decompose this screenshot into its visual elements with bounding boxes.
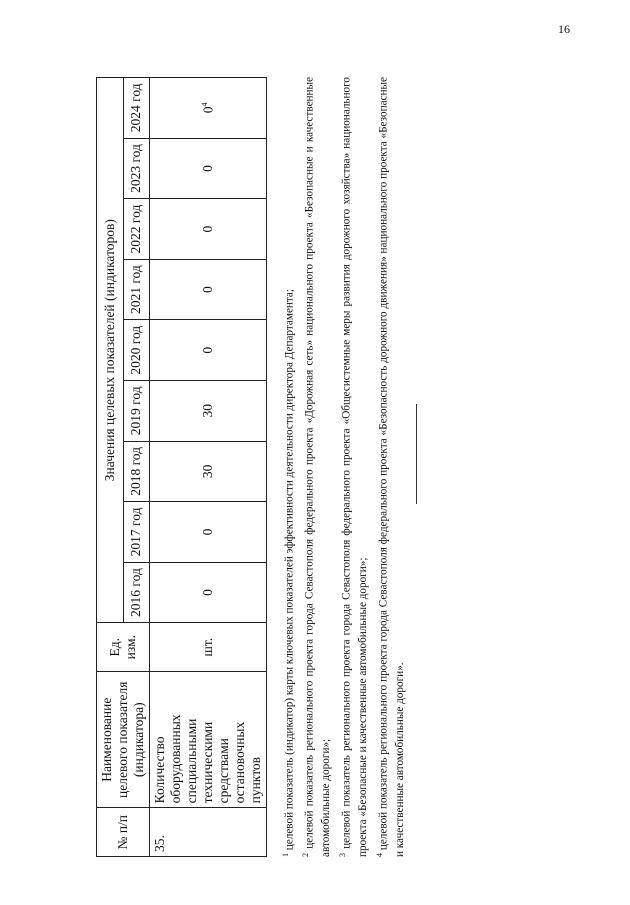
footnote: $^4$ целевой показатель регионального проекта города Севастополя федерального проекта «Безопасность дорожного движения» национального проекта «Безопасные и качественные автомобильные дороги». [374,77,406,857]
value-cell: 0 [150,138,267,199]
footnote: $^1$ целевой показатель (индикатор) карты ключевых показателей эффективности деятельности директора Департамента; [281,289,296,857]
value-cell: $0^4$ [150,78,267,139]
row-num: 35. [150,808,267,857]
value-cell: 0 [150,259,267,320]
header-year: 2018 год [123,441,150,502]
header-year: 2019 год [123,381,150,442]
value-cell: 30 [150,441,267,502]
header-values-group: Значения целевых показателей (индикаторов) [97,78,124,623]
value-cell: 0 [150,320,267,381]
header-year: 2023 год [123,138,150,199]
page-number: 16 [558,22,570,36]
value-cell: 0 [150,562,267,623]
header-num: № п/п [97,808,150,857]
header-row-1 [97,78,124,857]
row-name: Количество оборудованных специальными техническими средствами остановочных пунктов [150,672,267,808]
header-year: 2017 год [123,502,150,563]
rotated-content [96,77,476,857]
header-year: 2020 год [123,320,150,381]
header-unit: Ед. изм. [97,623,150,672]
divider-line [416,404,417,504]
header-year: 2024 год [123,78,150,139]
value-cell: 30 [150,381,267,442]
header-year: 2021 год [123,259,150,320]
footnote: $^2$ целевой показатель регионального проекта города Севастополя федерального проекта «Дорожная сеть» национального проекта «Безопасные и качественные автомобильные дороги»; [301,77,333,857]
header-year: 2016 год [123,562,150,623]
header-year: 2022 год [123,199,150,260]
footnotes [278,77,408,857]
row-unit: шт. [150,623,267,672]
indicator-table [96,77,267,857]
table-row [150,78,267,857]
footnote-mark: 4 [199,102,209,107]
value-cell: 0 [150,502,267,563]
header-name: Наименование целевого показателя (индикатора) [97,672,150,808]
value-cell: 0 [150,199,267,260]
footnote: $^3$ целевой показатель регионального проекта города Севастополя федерального проекта «Общесистемные меры развития дорожного хозяйства» национального проекта «Безопасные и качественные автомобильные дороги»; [337,76,370,857]
